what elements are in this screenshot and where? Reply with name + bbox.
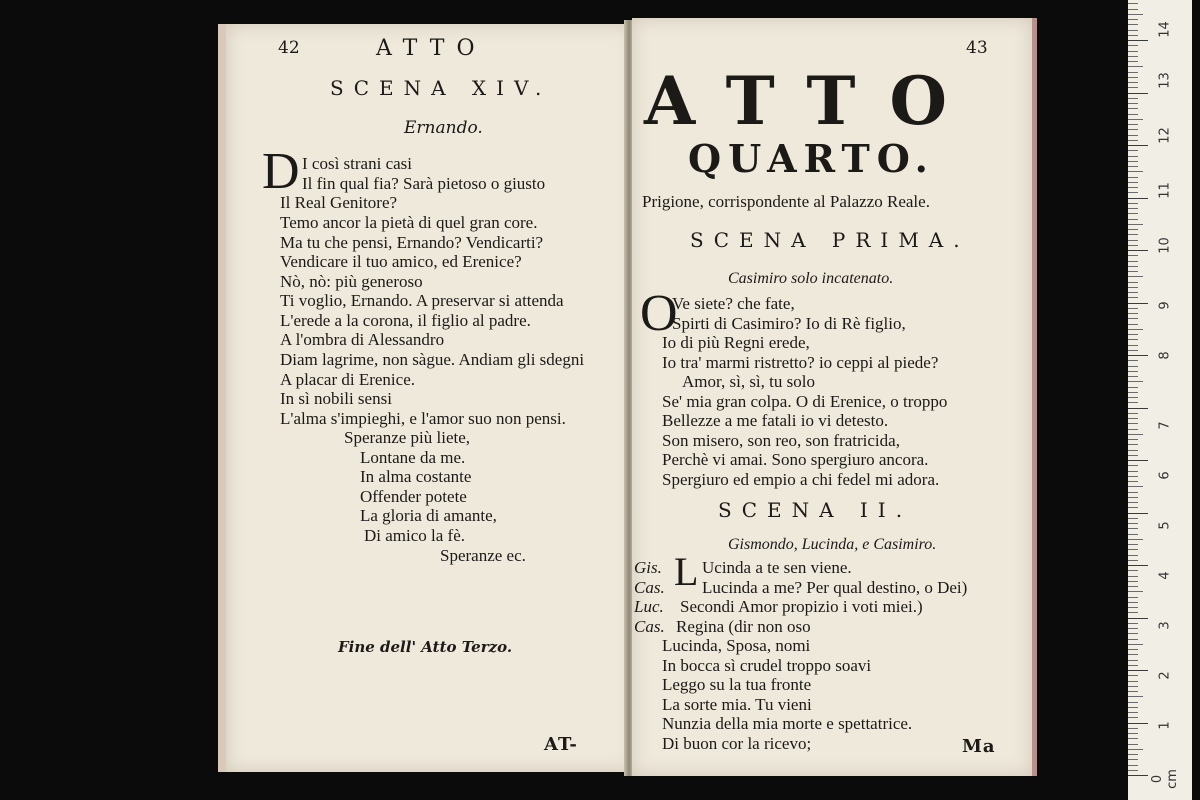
ruler-tick [1128, 308, 1138, 309]
ruler-tick [1128, 45, 1138, 46]
verse-line: In bocca sì crudel troppo soavi [662, 656, 872, 675]
ruler-tick [1128, 292, 1138, 293]
ruler-tick [1128, 660, 1138, 661]
ruler-tick [1128, 738, 1138, 739]
ruler-label: 8 [1157, 351, 1173, 360]
verse-line: L'alma s'impieghi, e l'amor suo non pensi. [280, 409, 566, 428]
ruler-tick [1128, 439, 1138, 440]
ruler-tick [1128, 198, 1148, 199]
scene-title: SCENA PRIMA. [690, 228, 970, 252]
ruler-tick [1128, 261, 1138, 262]
ruler-tick [1128, 523, 1138, 524]
ruler-tick [1128, 534, 1138, 535]
ruler-label: 11 [1157, 182, 1173, 199]
ruler-tick [1128, 765, 1138, 766]
ruler-tick [1128, 775, 1148, 776]
ruler-tick [1128, 413, 1138, 414]
speaker-label: Luc. [634, 597, 664, 616]
aria-line: In alma costante [360, 467, 472, 486]
speaker-label: Cas. [634, 617, 665, 636]
ruler-label: 1 [1157, 721, 1173, 730]
ruler-tick [1128, 712, 1138, 713]
ruler-tick [1128, 245, 1138, 246]
ruler-tick [1128, 77, 1138, 78]
ruler-label: 5 [1157, 521, 1173, 530]
ruler-label: 6 [1157, 471, 1173, 480]
ruler-tick [1128, 19, 1138, 20]
scene-location: Prigione, corrispondente al Palazzo Reale. [642, 192, 930, 211]
ruler-tick [1128, 135, 1138, 136]
ruler-tick [1128, 166, 1138, 167]
aria-line: Lontane da me. [360, 448, 466, 467]
scene-title: SCENA II. [718, 498, 913, 522]
ruler-tick [1128, 528, 1138, 529]
ruler-tick [1128, 707, 1138, 708]
ruler-tick [1128, 465, 1138, 466]
ruler-tick [1128, 177, 1138, 178]
scene-title: SCENA XIV. [330, 76, 552, 100]
verse-line: Temo ancor la pietà di quel gran core. [280, 213, 538, 232]
speaker-label: Cas. [634, 578, 665, 597]
ruler-tick [1128, 187, 1138, 188]
ruler-label: 4 [1157, 571, 1173, 580]
ruler-tick [1128, 702, 1138, 703]
ruler-tick [1128, 717, 1138, 718]
verse-line: Nunzia della mia morte e spettatrice. [662, 714, 913, 733]
ruler-label: 9 [1157, 301, 1173, 310]
ruler-tick [1128, 140, 1138, 141]
ruler-tick [1128, 329, 1143, 330]
ruler-label: 12 [1157, 127, 1173, 144]
ruler-tick [1128, 93, 1148, 94]
ruler-tick [1128, 303, 1148, 304]
ruler-tick [1128, 408, 1148, 409]
ruler-tick [1128, 597, 1138, 598]
ruler-tick [1128, 476, 1138, 477]
ruler-tick [1128, 40, 1148, 41]
measurement-ruler [1128, 0, 1192, 800]
ruler-tick [1128, 744, 1138, 745]
ruler-tick [1128, 502, 1138, 503]
ruler-tick [1128, 182, 1138, 183]
ruler-tick [1128, 51, 1138, 52]
ruler-tick [1128, 355, 1148, 356]
ruler-tick [1128, 14, 1143, 15]
verse-line: La sorte mia. Tu vieni [662, 695, 812, 714]
ruler-tick [1128, 434, 1143, 435]
ruler-tick [1128, 549, 1138, 550]
ruler-tick [1128, 444, 1138, 445]
ruler-tick [1128, 30, 1138, 31]
drop-cap: D [262, 143, 300, 200]
ruler-tick [1128, 171, 1143, 172]
ruler-tick [1128, 728, 1138, 729]
drop-cap: O [640, 285, 678, 342]
ruler-label: 10 [1157, 237, 1173, 254]
scene-cast: Casimiro solo incatenato. [728, 270, 894, 287]
ruler-tick [1128, 103, 1138, 104]
ruler-tick [1128, 72, 1138, 73]
ruler-tick [1128, 497, 1138, 498]
ruler-tick [1128, 691, 1138, 692]
ruler-tick [1128, 628, 1138, 629]
ruler-tick [1128, 675, 1138, 676]
verse-line: Nò, nò: più generoso [280, 272, 423, 291]
ruler-tick [1128, 145, 1148, 146]
aria-line: La gloria di amante, [360, 506, 497, 525]
drop-cap: L [674, 549, 699, 594]
ruler-tick [1128, 156, 1138, 157]
ruler-tick [1128, 513, 1148, 514]
ruler-tick [1128, 544, 1138, 545]
verse-line: Ve siete? che fate, [672, 294, 795, 313]
ruler-tick [1128, 696, 1143, 697]
ruler-tick [1128, 219, 1138, 220]
ruler-tick [1128, 345, 1138, 346]
ruler-tick [1128, 271, 1138, 272]
ruler-tick [1128, 591, 1143, 592]
verse-line: Perchè vi amai. Sono spergiuro ancora. [662, 450, 929, 469]
ruler-tick [1128, 402, 1138, 403]
ruler-tick [1128, 66, 1143, 67]
verse-line: A l'ombra di Alessandro [280, 330, 445, 349]
ruler-tick [1128, 82, 1138, 83]
ruler-tick [1128, 639, 1138, 640]
verse-line: Son misero, son reo, son fratricida, [662, 431, 900, 450]
act-number: QUARTO. [688, 136, 935, 181]
ruler-tick [1128, 35, 1138, 36]
ruler-label: 2 [1157, 671, 1173, 680]
verse-line: Ti voglio, Ernando. A preservar si attenda [280, 291, 564, 310]
ruler-tick [1128, 555, 1138, 556]
left-page [218, 24, 634, 772]
ruler-tick [1128, 224, 1143, 225]
ruler-tick [1128, 586, 1138, 587]
ruler-tick [1128, 266, 1138, 267]
right-page [632, 18, 1037, 776]
verse-line: L'erede a la corona, il figlio al padre. [280, 311, 531, 330]
ruler-tick [1128, 24, 1138, 25]
aria-line: Offender potete [360, 487, 467, 506]
ruler-tick [1128, 98, 1138, 99]
ruler-tick [1128, 119, 1143, 120]
ruler-tick [1128, 423, 1138, 424]
verse-line: Io tra' marmi ristretto? io ceppi al piede? [662, 353, 939, 372]
ruler-tick [1128, 150, 1138, 151]
ruler-tick [1128, 318, 1138, 319]
verse-line: Lucinda, Sposa, nomi [662, 636, 811, 655]
ruler-tick [1128, 282, 1138, 283]
verse-line: Di buon cor la ricevo; [662, 734, 812, 753]
verse-line: Vendicare il tuo amico, ed Erenice? [280, 252, 522, 271]
ruler-tick [1128, 633, 1138, 634]
ruler-tick [1128, 124, 1138, 125]
ruler-tick [1128, 723, 1148, 724]
catchword: Ma [962, 736, 996, 757]
ruler-tick [1128, 3, 1138, 4]
verse-line: Amor, sì, sì, tu solo [682, 372, 815, 391]
ruler-label: 0 cm [1150, 769, 1180, 789]
ruler-tick [1128, 492, 1138, 493]
ruler-tick [1128, 397, 1138, 398]
ruler-label: 7 [1157, 421, 1173, 430]
verse-line: Diam lagrime, non sàgue. Andiam gli sdegni [280, 350, 585, 369]
verse-line: Se' mia gran colpa. O di Erenice, o troppo [662, 392, 948, 411]
ruler-tick [1128, 518, 1138, 519]
scene-cast: Gismondo, Lucinda, e Casimiro. [728, 536, 937, 553]
ruler-tick [1128, 192, 1138, 193]
verse-line: Io di più Regni erede, [662, 333, 810, 352]
ruler-tick [1128, 560, 1138, 561]
ruler-tick [1128, 255, 1138, 256]
aria-line: Di amico la fè. [364, 526, 466, 545]
speaker-name: Ernando. [404, 118, 483, 138]
ruler-tick [1128, 108, 1138, 109]
speaker-label: Gis. [634, 558, 662, 577]
verse-line: Spergiuro ed empio a chi fedel mi adora. [662, 470, 940, 489]
verse-line: Bellezze a me fatali io vi detesto. [662, 411, 889, 430]
verse-line: Regina (dir non oso [676, 617, 811, 636]
ruler-tick [1128, 654, 1138, 655]
ruler-tick [1128, 576, 1138, 577]
aria-line: Speranze ec. [440, 546, 526, 565]
ruler-tick [1128, 460, 1148, 461]
ruler-tick [1128, 507, 1138, 508]
ruler-label: 14 [1157, 21, 1173, 38]
ruler-tick [1128, 324, 1138, 325]
ruler-tick [1128, 229, 1138, 230]
ruler-tick [1128, 313, 1138, 314]
aria-line: Speranze più liete, [344, 428, 471, 447]
ruler-tick [1128, 749, 1143, 750]
ruler-tick [1128, 250, 1148, 251]
ruler-tick [1128, 644, 1143, 645]
ruler-tick [1128, 56, 1138, 57]
ruler-tick [1128, 581, 1138, 582]
ruler-tick [1128, 450, 1138, 451]
verse-line: Spirti di Casimiro? Io di Rè figlio, [672, 314, 906, 333]
ruler-tick [1128, 418, 1138, 419]
ruler-tick [1128, 213, 1138, 214]
ruler-tick [1128, 733, 1138, 734]
ruler-tick [1128, 759, 1138, 760]
ruler-tick [1128, 665, 1138, 666]
verse-line: Ma tu che pensi, Ernando? Vendicarti? [280, 233, 544, 252]
ruler-tick [1128, 670, 1148, 671]
verse-line: Ucinda a te sen viene. [702, 558, 852, 577]
ruler-tick [1128, 208, 1138, 209]
ruler-tick [1128, 203, 1138, 204]
ruler-tick [1128, 686, 1138, 687]
ruler-tick [1128, 366, 1138, 367]
ruler-tick [1128, 681, 1138, 682]
verse-line: Lucinda a me? Per qual destino, o Dei) [702, 578, 968, 597]
verse-line: Il Real Genitore? [280, 193, 398, 212]
ruler-tick [1128, 240, 1138, 241]
ruler-tick [1128, 770, 1138, 771]
ruler-tick [1128, 376, 1138, 377]
ruler-tick [1128, 114, 1138, 115]
ruler-tick [1128, 350, 1138, 351]
ruler-tick [1128, 649, 1138, 650]
verse-line: Il fin qual fia? Sarà pietoso o giusto [302, 174, 546, 193]
ruler-tick [1128, 481, 1138, 482]
ruler-tick [1128, 339, 1138, 340]
ruler-tick [1128, 539, 1143, 540]
ruler-tick [1128, 276, 1143, 277]
ruler-tick [1128, 9, 1138, 10]
ruler-tick [1128, 161, 1138, 162]
running-head: ATTO [376, 36, 487, 61]
ruler-tick [1128, 234, 1138, 235]
verse-line: Secondi Amor propizio i voti miei.) [680, 597, 923, 616]
ruler-tick [1128, 429, 1138, 430]
page-number: 43 [966, 38, 988, 58]
ruler-label: 3 [1157, 621, 1173, 630]
verse-line: In sì nobili sensi [280, 389, 392, 408]
catchword: AT- [544, 734, 578, 755]
ruler-tick [1128, 297, 1138, 298]
ruler-tick [1128, 618, 1148, 619]
ruler-tick [1128, 607, 1138, 608]
ruler-tick [1128, 392, 1138, 393]
act-title: ATTO [644, 62, 981, 140]
ruler-tick [1128, 612, 1138, 613]
ruler-tick [1128, 287, 1138, 288]
ruler-tick [1128, 381, 1143, 382]
ruler-tick [1128, 471, 1138, 472]
ruler-tick [1128, 455, 1138, 456]
ruler-tick [1128, 754, 1138, 755]
ruler-label: 13 [1157, 72, 1173, 89]
verse-line: Leggo su la tua fronte [662, 675, 812, 694]
ruler-tick [1128, 87, 1138, 88]
act-end-note: Fine dell' Atto Terzo. [338, 638, 513, 656]
verse-line: A placar di Erenice. [280, 370, 415, 389]
ruler-tick [1128, 61, 1138, 62]
ruler-tick [1128, 565, 1148, 566]
ruler-tick [1128, 387, 1138, 388]
page-number: 42 [278, 38, 300, 58]
ruler-tick [1128, 371, 1138, 372]
ruler-tick [1128, 570, 1138, 571]
ruler-tick [1128, 360, 1138, 361]
verse-line: I così strani casi [302, 154, 412, 173]
ruler-tick [1128, 486, 1143, 487]
ruler-tick [1128, 602, 1138, 603]
ruler-tick [1128, 623, 1138, 624]
ruler-tick [1128, 334, 1138, 335]
ruler-tick [1128, 129, 1138, 130]
